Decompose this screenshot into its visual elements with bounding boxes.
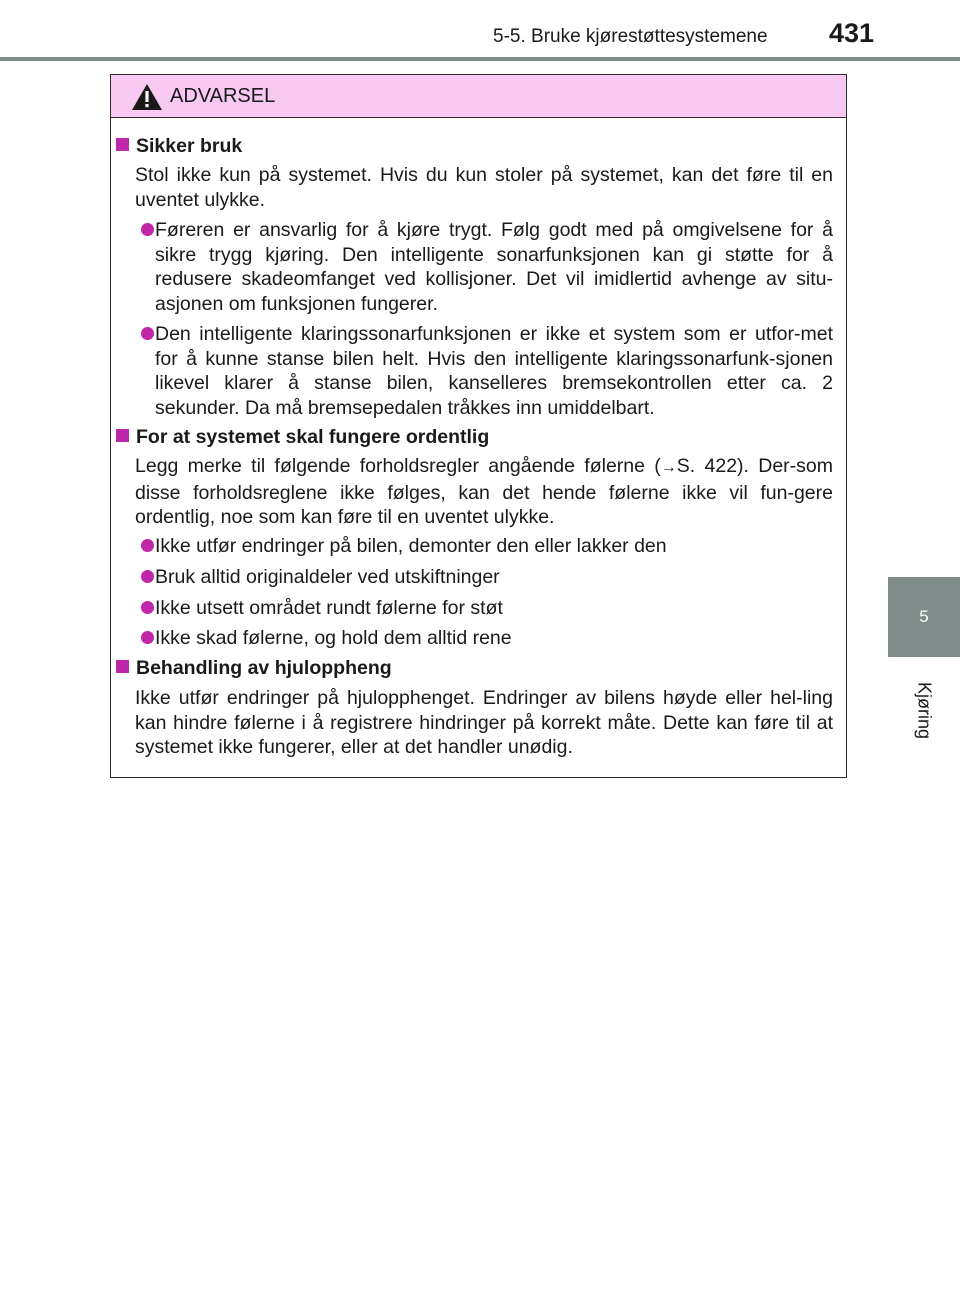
- warning-box: [110, 74, 847, 778]
- chapter-label: Kjøring: [914, 681, 935, 740]
- section-heading: Behandling av hjuloppheng: [116, 657, 392, 680]
- list-item: Ikke utsett området rundt følerne for støt: [115, 596, 833, 621]
- page-number: 431: [829, 18, 875, 48]
- list-item: Føreren er ansvarlig for å kjøre trygt. Følg godt med på omgivelsene for å sikre trygg kjøring. Den intelligente sonarfunksjonen kan gi støtte for å redusere skadeomfanget ved kollisjoner. Det vil imidlertid avhenge av situ-asjonen om funksjonen fungerer.: [115, 218, 833, 316]
- section-text: Legg merke til følgende forholdsregler angående følerne (→S. 422). Der-som disse forholdsreglene ikke følges, kan det hende følerne ikke vil fun-gere ordentlig, noe som kan føre til en uventet ulykke.: [135, 455, 833, 528]
- section-heading: Sikker bruk: [116, 135, 242, 158]
- warning-triangle-icon: [131, 83, 163, 111]
- list-item: Ikke skad følerne, og hold dem alltid rene: [115, 626, 833, 651]
- arrow-right-icon: →: [660, 459, 677, 476]
- section-text: Ikke utfør endringer på hjulopphenget. Endringer av bilens høyde eller hel-ling kan hindre følerne i å registrere hindringer på korrekt måte. Dette kan føre til at systemet ikke fungerer, eller at det handler unødig.: [135, 687, 833, 758]
- round-bullet-icon: [141, 539, 154, 552]
- list-item: Bruk alltid originaldeler ved utskiftninger: [115, 565, 833, 590]
- round-bullet-icon: [141, 327, 154, 340]
- chapter-tab: [888, 577, 960, 657]
- section-title: 5-5. Bruke kjørestøttesystemene: [493, 26, 768, 47]
- chapter-number: 5: [919, 607, 929, 626]
- warning-title: ADVARSEL: [170, 85, 276, 107]
- round-bullet-icon: [141, 223, 154, 236]
- square-bullet-icon: [116, 138, 129, 151]
- square-bullet-icon: [116, 660, 129, 673]
- section-heading: For at systemet skal fungere ordentlig: [116, 426, 489, 449]
- round-bullet-icon: [141, 601, 154, 614]
- list-item: Den intelligente klaringssonarfunksjonen er ikke et system som er utfor-met for å kunne stanse bilen helt. Hvis den intelligente klaringssonarfunk-sjonen likevel klarer å stanse bilen, kanselleres bremsekontrollen etter ca. 2 sekunder. Da må bremsepedalen tråkkes inn umiddelbart.: [115, 322, 833, 420]
- square-bullet-icon: [116, 429, 129, 442]
- round-bullet-icon: [141, 570, 154, 583]
- list-item: Ikke utfør endringer på bilen, demonter den eller lakker den: [115, 534, 833, 559]
- header-divider: [0, 57, 960, 61]
- warning-header: [111, 75, 846, 118]
- round-bullet-icon: [141, 631, 154, 644]
- section-text: Stol ikke kun på systemet. Hvis du kun stoler på systemet, kan det føre til en uventet ulykke.: [135, 164, 833, 211]
